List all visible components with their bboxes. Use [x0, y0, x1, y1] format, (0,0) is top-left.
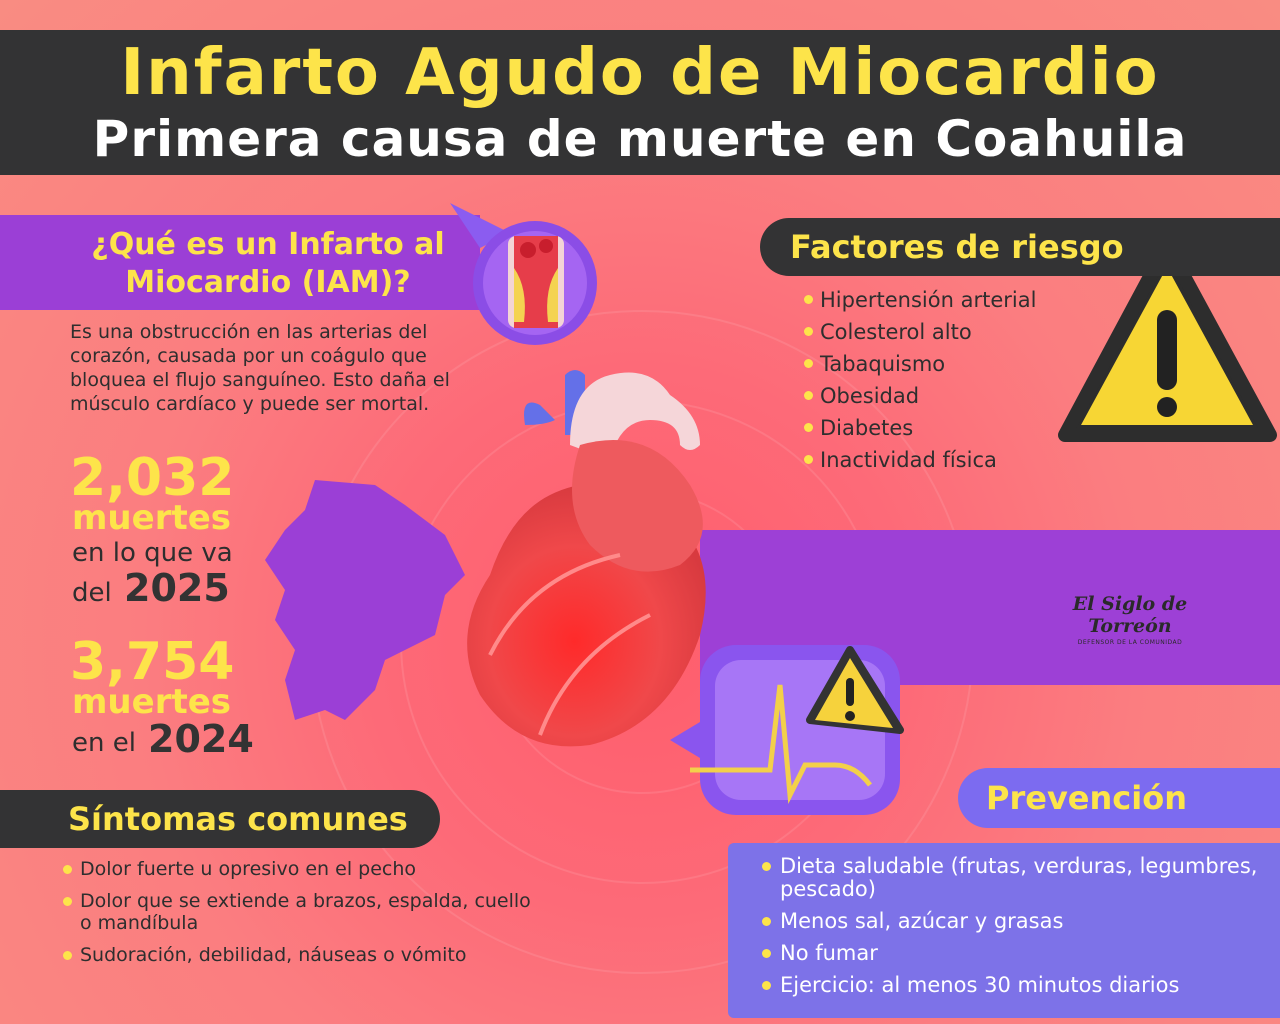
artery-bubble-icon [440, 198, 600, 348]
what-is-title: ¿Qué es un Infarto al Miocardio (IAM)? [91, 227, 445, 300]
list-item: Sudoración, debilidad, náuseas o vómito [60, 944, 540, 966]
list-item: Ejercicio: al menos 30 minutos diarios [762, 974, 1262, 997]
prevention-title: Prevención [958, 768, 1280, 828]
main-subtitle: Primera causa de muerte en Coahuila [92, 110, 1188, 168]
risk-factors-title: Factores de riesgo [760, 218, 1280, 276]
symptoms-list [60, 858, 540, 976]
ecg-monitor-icon [660, 630, 920, 830]
list-item: Menos sal, azúcar y grasas [762, 910, 1262, 933]
stat-2024-number: 3,754 [70, 632, 235, 692]
what-is-description: Es una obstrucción en las arterias del corazón, causada por un coágulo que bloquea el flujo sanguíneo. Esto daña el músculo cardíaco y puede ser mortal. [70, 321, 450, 415]
newspaper-logo [1040, 593, 1220, 646]
main-title: Infarto Agudo de Miocardio [120, 36, 1160, 110]
coahuila-map-icon [255, 470, 475, 740]
stat-2025-prefix: del [72, 578, 112, 608]
stat-2024-year: 2024 [148, 717, 254, 761]
stat-2025-year: 2025 [124, 566, 230, 610]
stat-2024-text: en el [72, 728, 136, 758]
prevention-list [762, 855, 1262, 1006]
stat-2025-text: en lo que va [72, 538, 233, 568]
risk-factors-list [804, 284, 1036, 476]
list-item: Diabetes [804, 412, 1036, 444]
logo-name: El Siglo de Torreón [1072, 593, 1188, 637]
list-item: Colesterol alto [804, 316, 1036, 348]
list-item: No fumar [762, 942, 1262, 965]
logo-tagline: DEFENSOR DE LA COMUNIDAD [1077, 639, 1183, 646]
stat-2025-number: 2,032 [70, 448, 235, 508]
list-item: Inactividad física [804, 444, 1036, 476]
list-item: Dolor que se extiende a brazos, espalda, cuello o mandíbula [60, 890, 540, 934]
list-item: Hipertensión arterial [804, 284, 1036, 316]
stat-2024-word: muertes [72, 682, 232, 722]
symptoms-title: Síntomas comunes [0, 790, 440, 848]
list-item: Dolor fuerte u opresivo en el pecho [60, 858, 540, 880]
list-item: Dieta saludable (frutas, verduras, legumbres, pescado) [762, 855, 1262, 901]
stat-2025-word: muertes [72, 498, 232, 538]
list-item: Tabaquismo [804, 348, 1036, 380]
list-item: Obesidad [804, 380, 1036, 412]
